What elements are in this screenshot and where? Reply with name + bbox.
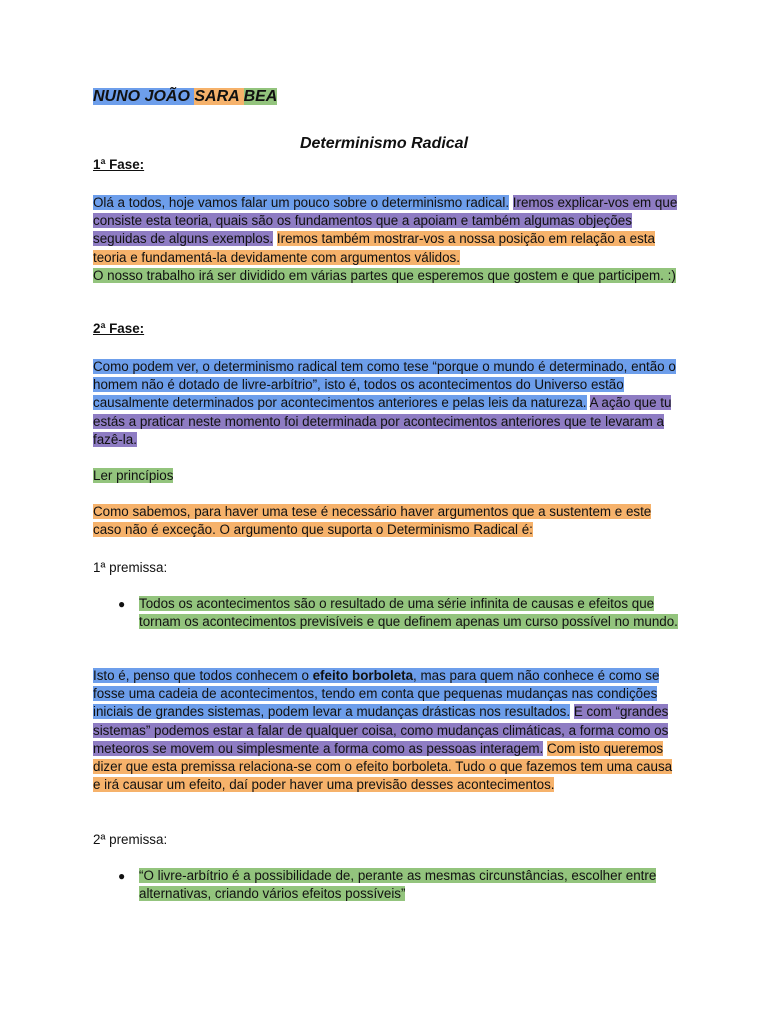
phase2-heading: 2ª Fase: (93, 321, 145, 336)
phase2-thesis-sentence: Como podem ver, o determinismo radical tem como tese “porque o mundo é determinado, então o homem não é dotado de livre-arbítrio”, isto é, todos os acontecimentos do Universo estão causalmente determinados por acontecimentos anteriores e pelas leis da natureza. (93, 359, 676, 411)
premise2-bullet (139, 867, 679, 903)
premise2-label: 2ª premissa: (93, 832, 168, 847)
author-bea: BEA (243, 88, 278, 105)
premise1-label: 1ª premissa: (93, 560, 168, 575)
read-principles-paragraph (93, 467, 678, 485)
author-names (93, 87, 678, 107)
phase2-action-sentence: A ação que tu estás a praticar neste momento foi determinada por acontecimentos anteriores que te levaram a fazê-la. (93, 395, 672, 447)
author-nuno: NUNO (93, 88, 141, 105)
phase1-heading: 1ª Fase: (93, 157, 145, 172)
relation-sentence: Com isto queremos dizer que esta premissa relaciona-se com o efeito borboleta. Tudo o que fazemos tem uma causa e irá causar um efeito, daí poder haver uma previsão desses acontecimentos. (93, 740, 673, 793)
author-sara: SARA (194, 88, 240, 105)
phase2-thesis-paragraph (93, 358, 678, 449)
big-systems-sentence: E com “grandes sistemas” podemos estar a falar de qualquer coisa, como mudanças climáticas, a forma como os meteoros se movem ou simplesmente a forma como as pessoas interagem. (93, 704, 669, 756)
premise1-text: Todos os acontecimentos são o resultado de uma série infinita de causas e efeitos que tornam os acontecimentos previsíveis e que definem apenas um curso possível no mundo. (139, 596, 678, 630)
bullet-marker: ● (118, 597, 126, 611)
phase1-paragraph (93, 194, 678, 285)
read-principles: Ler princípios (93, 468, 174, 483)
phase1-sentence-1: Olá a todos, hoje vamos falar um pouco sobre o determinismo radical. (93, 195, 510, 210)
author-joao: JOÃO (144, 88, 190, 105)
document-title: Determinismo Radical (299, 135, 469, 152)
phase1-sentence-3: Iremos também mostrar-vos a nossa posição em relação a esta teoria e fundamentá-la devidamente com argumentos válidos. (93, 231, 655, 265)
argument-intro: Como sabemos, para haver uma tese é necessário haver argumentos que a sustentem e este caso não é exceção. O argumento que suporta o Determinismo Radical é: (93, 504, 652, 538)
butterfly-text-b: , mas para quem não conhece é como se fosse uma cadeia de acontecimentos, tendo em conta que pequenas mudanças nas condições iniciais de grandes sistemas, podem levar a mudanças drásticas nos resultados. (93, 668, 660, 720)
butterfly-text-a: Isto é, penso que todos conhecem o (93, 668, 313, 683)
premise1-bullet (139, 595, 679, 631)
butterfly-paragraph (93, 667, 678, 794)
phase1-sentence-2: Iremos explicar-vos em que consiste esta teoria, quais são os fundamentos que a apoiam e também algumas objeções seguidas de alguns exemplos. (93, 195, 678, 247)
butterfly-bold: efeito borboleta (312, 668, 414, 683)
premise2-text: “O livre-arbítrio é a possibilidade de, perante as mesmas circunstâncias, escolher entre alternativas, criando vários efeitos possíveis” (139, 868, 657, 902)
bullet-marker: ● (118, 869, 126, 883)
argument-paragraph (93, 503, 678, 539)
phase1-sentence-4: O nosso trabalho irá ser dividido em várias partes que esperemos que gostem e que participem. :) (93, 267, 676, 283)
